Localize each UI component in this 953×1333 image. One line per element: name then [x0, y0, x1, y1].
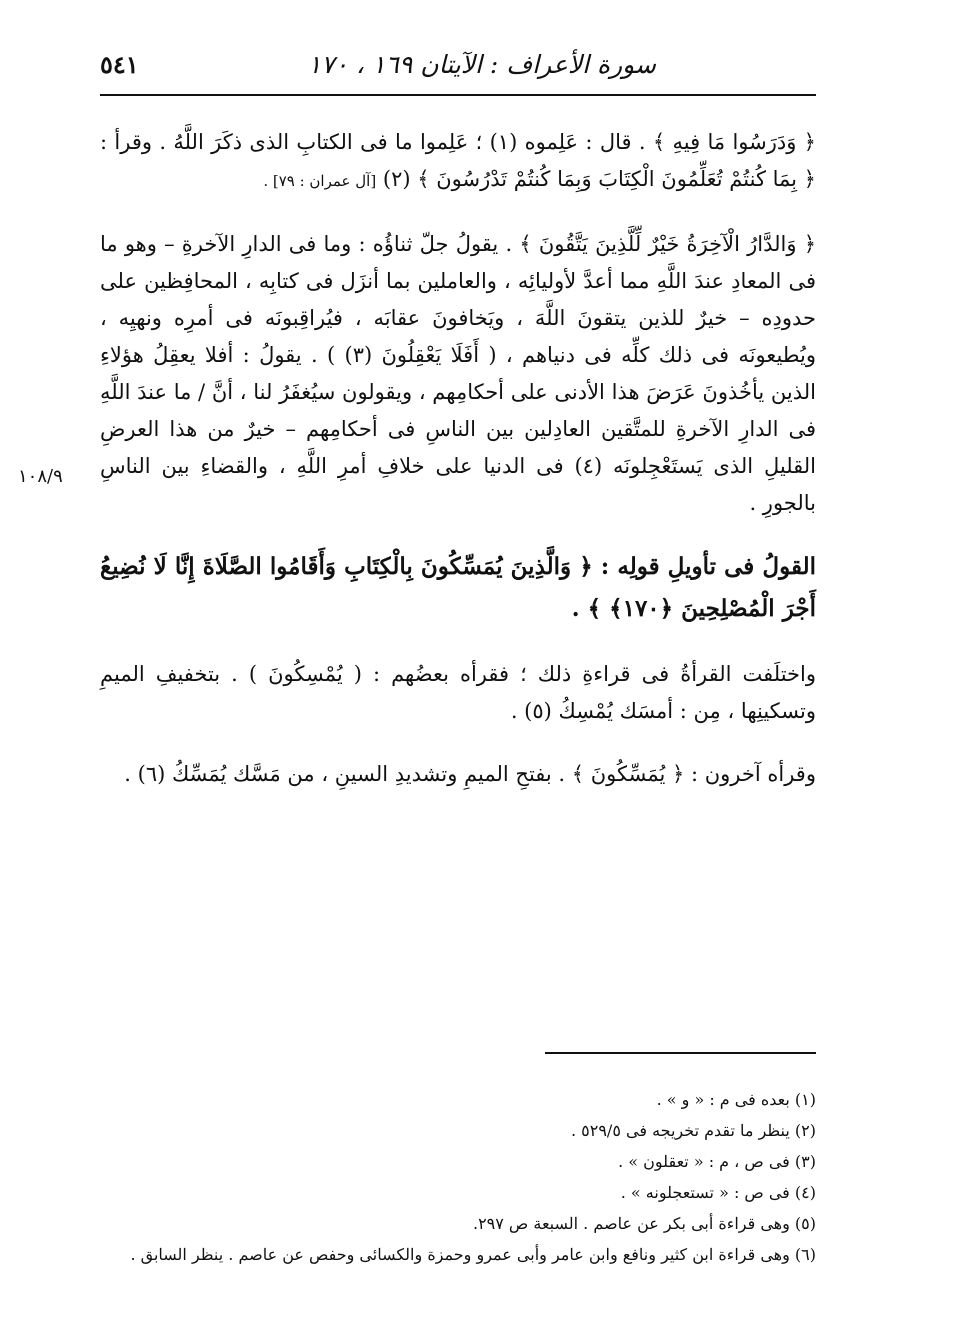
header-divider [100, 94, 816, 96]
footnote-6: (٦) وهى قراءة ابن كثير ونافع وابن عامر وأبى عمرو وحمزة والكسائى وحفص عن عاصم . ينظر السابق . [130, 1245, 816, 1264]
footnote-1: (١) بعده فى م : « و » . [656, 1090, 816, 1109]
paragraph-2: ﴿ وَالدَّارُ الْآخِرَةُ خَيْرٌ لِّلَّذِينَ يَتَّقُونَ ﴾ . يقولُ جلّ ثناؤُه : وما فى الدارِ الآخرةِ – وهو ما فى المعادِ عندَ اللَّهِ مما أعدَّ لأوليائِه ، والعاملين بما أنزَل فى كتابِه ، المحافِظين على حدودِه – خيرٌ للذين يتقونَ اللَّهَ ، ويَخافونَ عقابَه ، فيُراقِبونَه فى أمرِه ونهيِه ، ويُطيعونَه فى ذلك كلِّه فى دنياهم ، ( أَفَلَا يَعْقِلُونَ (٣) ) . يقولُ : أفلا يعقِلُ هؤلاءِ الذين يأخُذونَ عَرَضَ هذا الأدنى على أحكامِهم ، ويقولون سيُغفَرُ لنا ، أنَّ / ما عندَ اللَّهِ فى الدارِ الآخرةِ للمتَّقين العادِلين بين الناسِ فى أحكامِهم – خيرٌ من هذا العرضِ القليلِ الذى يَستَعْجِلونَه (٤) فى الدنيا على خلافِ أمرِ اللَّهِ ، والقضاءِ بين الناسِ بالجورِ . [100, 232, 817, 515]
section-heading: القولُ فى تأويلِ قولِه : ﴿ وَالَّذِينَ يُمَسِّكُونَ بِالْكِتَابِ وَأَقَامُوا الصَّلَاةَ إِنَّا لَا نُضِيعُ أَجْرَ الْمُصْلِحِينَ ﴿١٧٠﴾ ﴾ . [100, 553, 816, 622]
paragraph-1 [100, 124, 816, 200]
footnote-4: (٤) فى ص : « تستعجلونه » . [620, 1183, 816, 1202]
page-number: ٥٤١ [100, 50, 139, 79]
footnote-3: (٣) فى ص ، م : « تعقلون » . [618, 1152, 816, 1171]
margin-reference: ١٠٨/٩ [18, 466, 63, 487]
paragraph-3: واختلَفت القرأةُ فى قراءةِ ذلك ؛ فقرأه بعضُهم : ( يُمْسِكُونَ ) . بتخفيفِ الميمِ وتسكينِها ، مِن : أمسَك يُمْسِكُ (٥) . [100, 662, 816, 723]
paragraph-1-text: ﴿ وَدَرَسُوا مَا فِيهِ ﴾ . قال : عَلِموه (١) ؛ عَلِموا ما فى الكتابِ الذى ذكَرَ اللَّهُ . وقرأ : ﴿ بِمَا كُنتُمْ تُعَلِّمُونَ الْكِتَابَ وَبِمَا كُنتُمْ تَدْرُسُونَ ﴾ (٢) [100, 130, 816, 191]
footnotes [80, 1084, 816, 1270]
page-header [100, 44, 816, 84]
footnote-divider [545, 1052, 816, 1054]
main-text [100, 124, 816, 793]
footnote-5: (٥) وهى قراءة أبى بكر عن عاصم . السبعة ص ٢٩٧. [472, 1214, 816, 1233]
quran-citation: [آل عمران : ٧٩] . [263, 172, 377, 190]
paragraph-4: وقرأه آخرون : ﴿ يُمَسِّكُونَ ﴾ . بفتحِ الميمِ وتشديدِ السينِ ، من مَسَّك يُمَسِّكُ (٦) . [124, 762, 816, 786]
footnote-2: (٢) ينظر ما تقدم تخريجه فى ٥٢٩/٥ . [570, 1121, 816, 1140]
running-title: سورة الأعراف : الآيتان ١٦٩ ، ١٧٠ [307, 50, 656, 79]
